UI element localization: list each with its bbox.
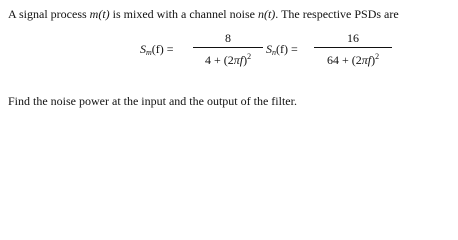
signal-den-f: f [239, 53, 244, 67]
noise-psd-symbol: S [266, 42, 272, 56]
noise-psd-denominator [314, 49, 392, 67]
noise-psd-fraction [314, 31, 392, 67]
noise-den-const: 64 + (2 [326, 53, 362, 67]
signal-psd-arg: (f) = [151, 42, 174, 56]
noise-den-f: f [367, 53, 372, 67]
signal-den-close: ) [243, 53, 248, 67]
signal-psd-denominator [193, 49, 263, 67]
question-text: Find the noise power at the input and the output of the filter. [8, 94, 297, 108]
signal-psd-fraction-bar [193, 47, 263, 48]
noise-psd-numerator: 16 [347, 31, 359, 45]
signal-symbol: m(t) [89, 7, 110, 21]
signal-den-pi: π [233, 53, 240, 67]
intro-part3: . The respective PSDs are [275, 7, 399, 21]
signal-den-exp: 2 [247, 52, 252, 61]
noise-den-close: ) [371, 53, 376, 67]
signal-psd-fraction [193, 31, 263, 67]
signal-psd-numerator: 8 [225, 31, 231, 45]
signal-psd-symbol: S [140, 42, 146, 56]
signal-den-const: 4 + (2 [204, 53, 234, 67]
problem-intro-text [8, 7, 399, 22]
noise-psd-subscript: n [272, 48, 276, 57]
noise-psd-arg: (f) = [276, 42, 298, 56]
noise-psd-fraction-bar [314, 47, 392, 48]
signal-psd-lhs [140, 42, 174, 57]
noise-psd-equation [266, 31, 416, 67]
noise-den-pi: π [361, 53, 368, 67]
intro-part2: is mixed with a channel noise [109, 7, 258, 21]
signal-psd-subscript: m [146, 48, 152, 57]
intro-part1: A signal process [8, 7, 90, 21]
signal-psd-equation [140, 31, 265, 67]
noise-symbol: n(t) [257, 7, 276, 21]
noise-den-exp: 2 [375, 52, 380, 61]
noise-psd-lhs [266, 42, 298, 57]
